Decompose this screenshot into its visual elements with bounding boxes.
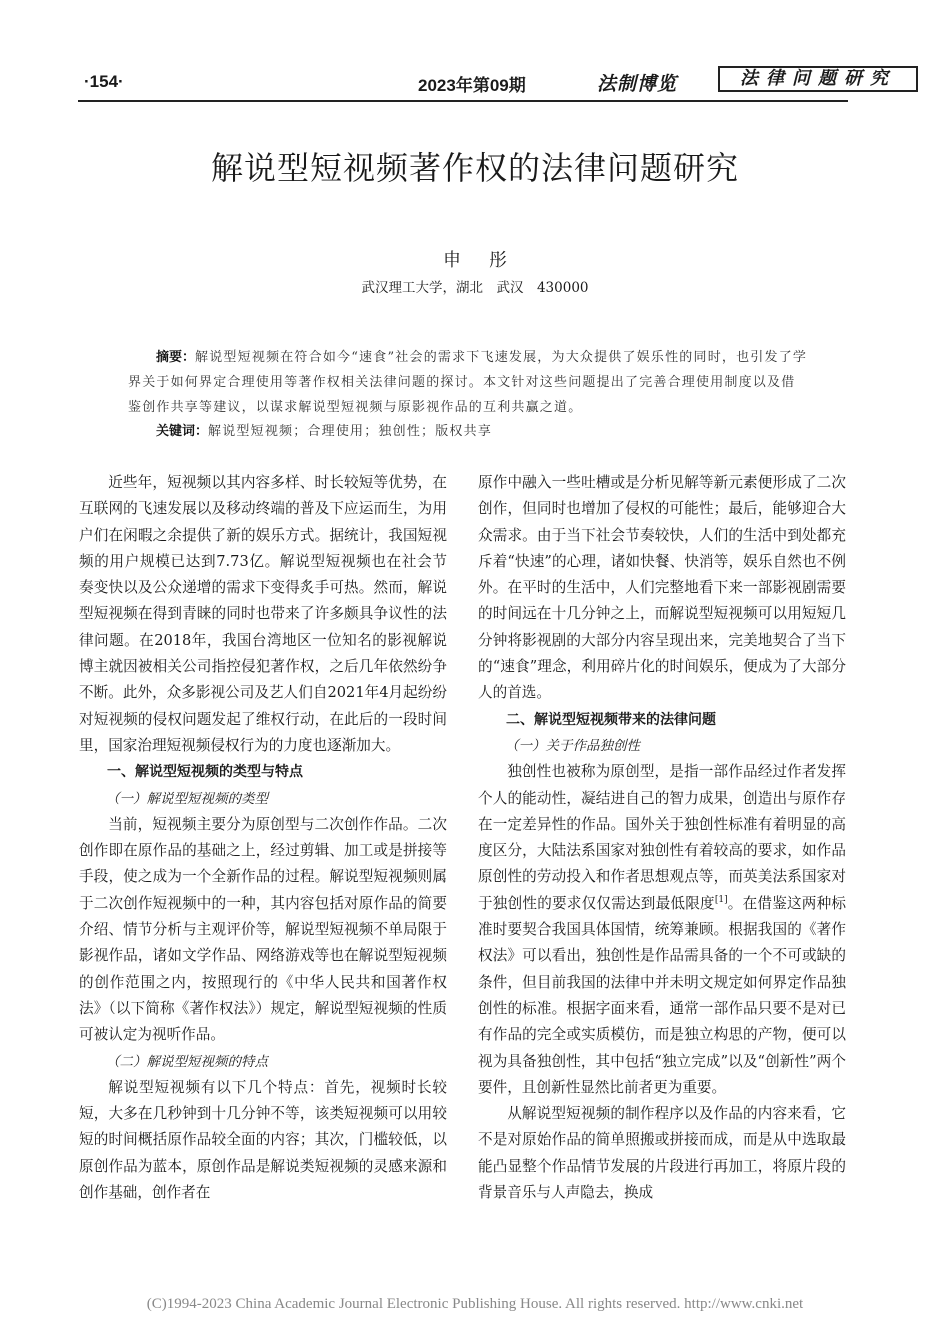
paragraph: [478, 759, 846, 1101]
paragraph: 从解说型短视频的制作程序以及作品的内容来看，它不是对原始作品的简单照搬或拼接而成，而是从中选取最能凸显整个作品情节发展的片段进行再加工，将原片段的背景音乐与人声隐去，换成: [478, 1105, 846, 1202]
paragraph-text: 。在借鉴这两种标准时要契合我国具体国情，统筹兼顾。根据我国的《著作权法》可以看出，独创性是作品需具备的一个不可或缺的条件，但目前我国的法律中并未明文规定如何界定作品独创性的标准。根据字面来看，通常一部作品只要不是对已有作品的完全或实质模仿，而是独立构思的产物，便可以视为具备独创性，其中包括“独立完成”以及“创新性”两个要件，且创新性显然比前者更为重要。: [478, 894, 846, 1096]
paragraph-continued: 原作中融入一些吐槽或是分析见解等新元素便形成了二次创作，但同时也增加了侵权的可能性；最后，能够迎合大众需求。由于当下社会节奏较快，人们的生活中到处都充斥着“快速”的心理，诸如快餐、快消等，娱乐自然也不例外。在平时的生活中，人们完整地看下来一部影视剧需要的时间远在十几分钟之上，而解说型短视频可以用短短几分钟将影视剧的大部分内容呈现出来，完美地契合了当下的“速食”理念，利用碎片化的时间娱乐，便成为了大部分人的首选。: [478, 474, 846, 702]
abstract: [128, 345, 808, 420]
body-column-left: [79, 470, 447, 1206]
author-affiliation: 武汉理工大学，湖北 武汉 430000: [361, 280, 589, 296]
paragraph: 近些年，短视频以其内容多样、时长较短等优势，在互联网的飞速发展以及移动终端的普及下应运而生，为用户们在闲暇之余提供了新的娱乐方式。据统计，我国短视频的用户规模已达到7.73亿。解说型短视频也在社会节奏变快以及公众递增的需求下变得炙手可热。然而，解说型短视频在得到青睐的同时也带来了许多颇具争议性的法律问题。在2018年，我国台湾地区一位知名的影视解说博主就因被相关公司指控侵犯著作权，之后几年依然纷争不断。此外，众多影视公司及艺人们自2021年4月起纷纷对短视频的侵权问题发起了维权行动，在此后的一段时间里，国家治理短视频侵权行为的力度也逐渐加大。: [79, 474, 447, 754]
copyright-footer: (C)1994-2023 China Academic Journal Electronic Publishing House. All rights reserved. http://www.cnki.net: [146, 1296, 804, 1312]
paragraph-text: 独创性也被称为原创型，是指一部作品经过作者发挥个人的能动性，凝结进自己的智力成果，创造出与原作存在一定差异性的作品。国外关于独创性标准有着明显的高度区分，大陆法系国家对独创性有着较高的要求，如作品原创性的劳动投入和作者思想观点等，而英美法系国家对于独创性的要求仅仅需达到最低限度: [478, 763, 846, 912]
section-heading: 二、解说型短视频带来的法律问题: [506, 711, 716, 728]
keywords-label: 关键词：: [156, 424, 209, 439]
page-number: ·154·: [84, 72, 124, 91]
abstract-text: 解说型短视频在符合如今“速食”社会的需求下飞速发展，为大众提供了娱乐性的同时，也引发了学界关于如何界定合理使用等著作权相关法律问题的探讨。本文针对这些问题提出了完善合理使用制度以及借鉴创作共享等建议，以谋求解说型短视频与原影视作品的互利共赢之道。: [128, 350, 808, 415]
section-heading: 一、解说型短视频的类型与特点: [107, 764, 303, 781]
paragraph: 当前，短视频主要分为原创型与二次创作作品。二次创作即在原作品的基础之上，经过剪辑、加工或是拼接等手段，使之成为一个全新作品的过程。解说型短视频则属于二次创作短视频中的一种，其内容包括对原作品的简要介绍、情节分析与主观评价等，解说型短视频不单局限于影视作品，诸如文学作品、网络游戏等也在解说型短视频的创作范围之内，按照现行的《中华人民共和国著作权法》（以下简称《著作权法》）规定，解说型短视频的性质可被认定为视听作品。: [79, 815, 447, 1044]
article-title: 解说型短视频著作权的法律问题研究: [210, 149, 739, 187]
abstract-label: 摘要：: [156, 350, 196, 365]
keywords: [156, 420, 806, 439]
subsection-heading: （一）解说型短视频的类型: [106, 790, 268, 807]
keywords-text: 解说型短视频；合理使用；独创性；版权共享: [208, 424, 493, 439]
subsection-heading: （二）解说型短视频的特点: [106, 1053, 268, 1070]
issue-label: 2023年第09期: [418, 76, 526, 95]
journal-name: 法制博览: [597, 73, 678, 95]
subsection-heading: （一）关于作品独创性: [505, 737, 640, 754]
author-name: 申彤: [443, 250, 535, 271]
citation-ref[interactable]: [1]: [714, 894, 728, 905]
body-column-right: [478, 470, 846, 1206]
running-header: [78, 64, 896, 102]
paragraph: 解说型短视频有以下几个特点：首先，视频时长较短，大多在几秒钟到十几分钟不等，该类短视频可以用较短的时间概括原作品较全面的内容；其次，门槛较低，以原创作品为蓝本，原创作品是解说类短视频的灵感来源和创作基础，创作者在: [79, 1078, 447, 1202]
column-name: 法律问题研究: [718, 66, 918, 92]
